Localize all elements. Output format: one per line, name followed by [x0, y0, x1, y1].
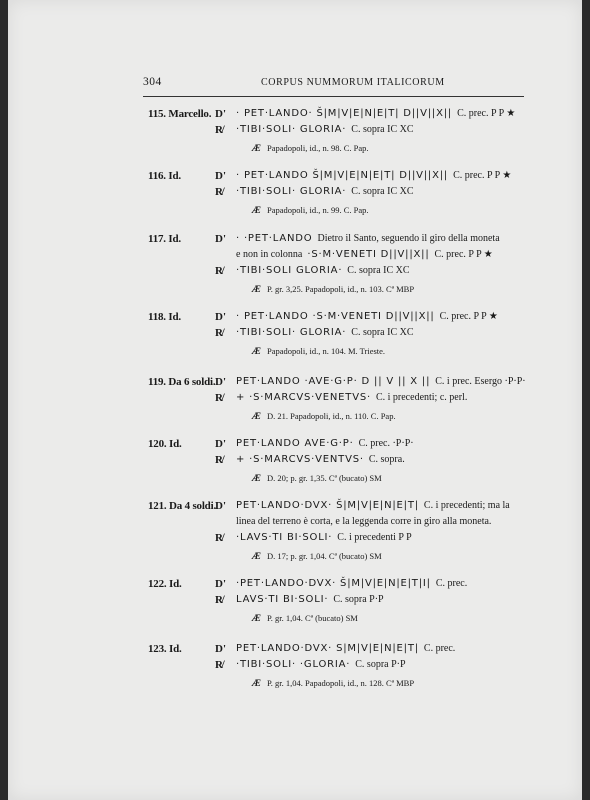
obverse-line: [236, 311, 498, 322]
obverse-description: C. prec.: [435, 578, 468, 589]
weight-reference: D. 17; p. gr. 1,04. Cª (bucato) SM: [266, 551, 382, 561]
obverse-sigla: D': [215, 311, 226, 323]
obverse-description: C. i precedenti; ma la: [423, 500, 510, 511]
obverse-line: [236, 376, 526, 387]
entry-metadata: [252, 613, 358, 624]
obverse-description: C. prec.: [423, 643, 456, 654]
obverse-legend: ·PET·LANDO·DVX· Š|M|V|E|N|E|T|I|: [236, 578, 431, 589]
obverse-sigla: D': [215, 376, 226, 388]
entry-metadata: [252, 551, 382, 562]
reverse-description: C. sopra IC XC: [351, 124, 414, 135]
reverse-legend: ·TIBI·SOLI GLORIA·: [236, 265, 343, 276]
header-rule: [143, 96, 524, 97]
reverse-description: C. sopra IC XC: [351, 186, 414, 197]
obverse-continuation: linea del terreno è corta, e la leggenda corre in giro alla moneta.: [236, 516, 492, 527]
reverse-legend: + ·S·MARCVS·VENTVS·: [236, 454, 364, 465]
obverse-legend: PET·LANDO·DVX· S|M|V|E|N|E|T|: [236, 643, 419, 654]
reverse-line: [236, 124, 414, 135]
entry-number: 119. Da 6 soldi.: [148, 376, 216, 388]
reverse-legend: ·TIBI·SOLI· GLORIA·: [236, 327, 347, 338]
obverse-description: C. prec. P P ★: [457, 108, 516, 119]
obverse-legend: · PET·LANDO Š|M|V|E|N|E|T| D||V||X||: [236, 170, 449, 181]
weight-reference: Papadopoli, id., n. 104. M. Trieste.: [266, 346, 386, 356]
weight-reference: Papadopoli, id., n. 98. C. Pap.: [266, 143, 369, 153]
obverse-sigla: D': [215, 233, 226, 245]
obverse-description: C. i prec. Esergo ·P·P·: [435, 376, 526, 387]
continuation-description: C. prec. P P ★: [434, 249, 493, 260]
entry-metadata: [252, 284, 414, 295]
page-number: 304: [143, 76, 162, 88]
reverse-sigla: R̸: [215, 392, 223, 404]
obverse-line: [236, 643, 455, 654]
reverse-description: C. sopra P·P: [355, 659, 406, 670]
reverse-line: [236, 186, 414, 197]
weight-reference: P. gr. 3,25. Papadopoli, id., n. 103. Cª MBP: [266, 284, 415, 294]
reverse-legend: ·TIBI·SOLI· GLORIA·: [236, 124, 347, 135]
entry-number: 121. Da 4 soldi.: [148, 500, 217, 512]
weight-reference: D. 21. Papadopoli, id., n. 110. C. Pap.: [266, 411, 396, 421]
metal-symbol: Æ: [252, 412, 261, 422]
entry-number: 120. Id.: [148, 438, 182, 450]
entry-number: 115. Marcello.: [148, 108, 212, 120]
reverse-sigla: R̸: [215, 594, 223, 606]
reverse-description: C. sopra P·P: [333, 594, 384, 605]
reverse-description: C. sopra IC XC: [351, 327, 414, 338]
reverse-line: [236, 454, 405, 465]
obverse-legend: · PET·LANDO· Š|M|V|E|N|E|T| D||V||X||: [236, 108, 453, 119]
metal-symbol: Æ: [252, 206, 261, 216]
reverse-line: [236, 265, 410, 276]
continuation-text: e non in colonna: [236, 249, 303, 260]
metal-symbol: Æ: [252, 144, 261, 154]
continuation-legend: ·S·M·VENETI D||V||X||: [307, 249, 430, 260]
weight-reference: Papadopoli, id., n. 99. C. Pap.: [266, 205, 369, 215]
entry-number: 122. Id.: [148, 578, 182, 590]
running-title: CORPUS NUMMORUM ITALICORUM: [261, 77, 445, 88]
reverse-line: [236, 392, 467, 403]
obverse-line: [236, 500, 510, 511]
entry-number: 116. Id.: [148, 170, 181, 182]
weight-reference: P. gr. 1,04. Papadopoli, id., n. 128. Cª MBP: [266, 678, 415, 688]
metal-symbol: Æ: [252, 474, 261, 484]
reverse-sigla: R̸: [215, 532, 223, 544]
obverse-line: [236, 108, 515, 119]
reverse-legend: LAVS·TI BI·SOLI·: [236, 594, 329, 605]
entry-metadata: [252, 678, 414, 689]
reverse-legend: + ·S·MARCVS·VENETVS·: [236, 392, 371, 403]
reverse-sigla: R̸: [215, 327, 223, 339]
document-page: [8, 0, 582, 800]
entry-metadata: [252, 143, 369, 154]
weight-reference: D. 20; p. gr. 1,35. Cª (bucato) SM: [266, 473, 382, 483]
entry-metadata: [252, 346, 385, 357]
obverse-sigla: D': [215, 578, 226, 590]
reverse-line: [236, 659, 406, 670]
reverse-description: C. sopra IC XC: [347, 265, 410, 276]
metal-symbol: Æ: [252, 614, 261, 624]
obverse-description: C. prec. ·P·P·: [358, 438, 414, 449]
obverse-line: [236, 578, 467, 589]
entry-number: 123. Id.: [148, 643, 182, 655]
obverse-sigla: D': [215, 643, 226, 655]
reverse-line: [236, 594, 384, 605]
page-header: [143, 76, 523, 94]
reverse-description: C. i precedenti; c. perl.: [375, 392, 468, 403]
obverse-line: [236, 170, 511, 181]
obverse-line: [236, 438, 414, 449]
reverse-description: C. sopra.: [368, 454, 405, 465]
metal-symbol: Æ: [252, 285, 261, 295]
obverse-legend: · ·PET·LANDO: [236, 233, 313, 244]
reverse-line: [236, 532, 412, 543]
obverse-legend: PET·LANDO·DVX· Š|M|V|E|N|E|T|: [236, 500, 419, 511]
entry-number: 118. Id.: [148, 311, 181, 323]
reverse-sigla: R̸: [215, 265, 223, 277]
metal-symbol: Æ: [252, 679, 261, 689]
reverse-legend: ·TIBI·SOLI· GLORIA·: [236, 186, 347, 197]
entry-number: 117. Id.: [148, 233, 181, 245]
reverse-sigla: R̸: [215, 659, 223, 671]
obverse-sigla: D': [215, 170, 226, 182]
reverse-sigla: R̸: [215, 454, 223, 466]
obverse-sigla: D': [215, 500, 226, 512]
metal-symbol: Æ: [252, 552, 261, 562]
obverse-legend: · PET·LANDO ·S·M·VENETI D||V||X||: [236, 311, 435, 322]
obverse-sigla: D': [215, 108, 226, 120]
entry-metadata: [252, 411, 396, 422]
reverse-sigla: R̸: [215, 124, 223, 136]
reverse-sigla: R̸: [215, 186, 223, 198]
obverse-description: C. prec. P P ★: [439, 311, 498, 322]
reverse-legend: ·TIBI·SOLI· ·GLORIA·: [236, 659, 351, 670]
entry-metadata: [252, 205, 369, 216]
obverse-line: [236, 233, 500, 244]
entry-metadata: [252, 473, 382, 484]
metal-symbol: Æ: [252, 347, 261, 357]
obverse-sigla: D': [215, 438, 226, 450]
reverse-description: C. i precedenti P P: [337, 532, 412, 543]
reverse-legend: ·LAVS·TI BI·SOLI·: [236, 532, 333, 543]
obverse-description: C. prec. P P ★: [453, 170, 512, 181]
reverse-line: [236, 327, 414, 338]
obverse-continuation: [236, 249, 493, 260]
obverse-legend: PET·LANDO AVE·G·P·: [236, 438, 354, 449]
weight-reference: P. gr. 1,04. Cª (bucato) SM: [266, 613, 358, 623]
obverse-description: Dietro il Santo, seguendo il giro della moneta: [317, 233, 500, 244]
obverse-legend: PET·LANDO ·AVE·G·P· D || V || X ||: [236, 376, 431, 387]
